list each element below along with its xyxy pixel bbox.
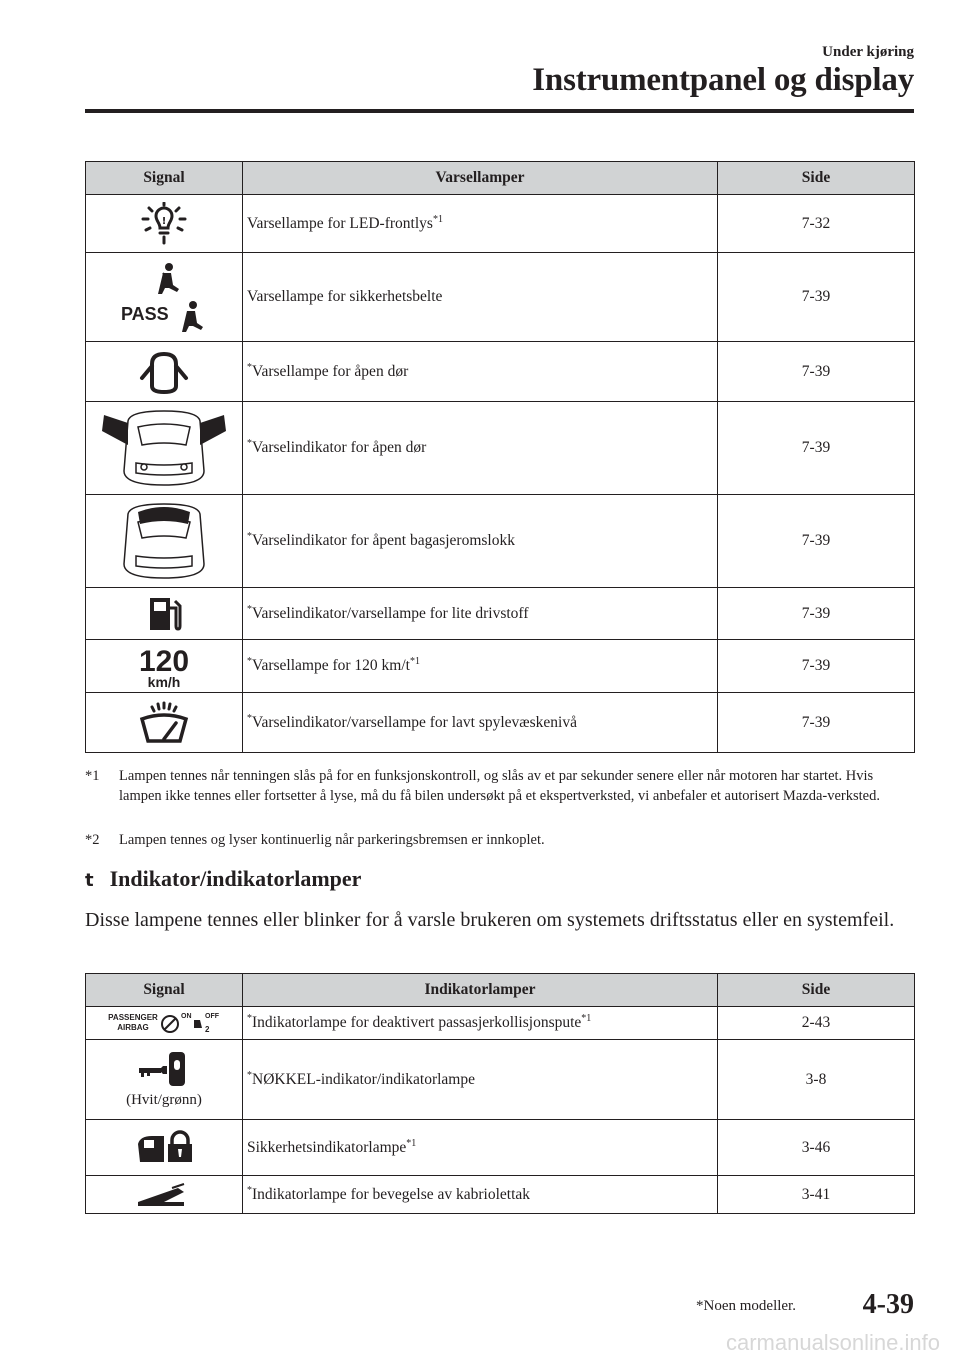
svg-text:AIRBAG: AIRBAG: [117, 1023, 149, 1032]
row-label: Sikkerhetsindikatorlampe: [247, 1138, 407, 1156]
passenger-airbag-off-icon: [108, 1010, 220, 1036]
indicator-lights-table: [85, 973, 915, 1214]
page-ref: 7-39: [718, 402, 915, 495]
page-ref: 7-39: [718, 495, 915, 588]
svg-text:120: 120: [138, 645, 190, 678]
svg-text:km/h: km/h: [147, 674, 181, 689]
row-label: NØKKEL-indikator/indikatorlampe: [252, 1070, 475, 1088]
door-open-warning-icon: [138, 348, 190, 396]
page-title: Instrumentpanel og display: [532, 62, 914, 98]
car-trunk-open-indicator-icon: [114, 500, 214, 582]
col-page: Side: [718, 162, 915, 195]
page-ref: 2-43: [718, 1007, 915, 1040]
section-label: Under kjøring: [822, 44, 914, 60]
row-label: Varselindikator for åpent bagasjeromslokk: [252, 532, 515, 549]
convertible-roof-icon: [134, 1182, 194, 1208]
key-indicator-icon: [137, 1050, 191, 1090]
col-signal: Signal: [86, 974, 243, 1007]
table-row: *Indikatorlampe for bevegelse av kabriolettak 3-41: [86, 1176, 915, 1214]
row-label: Varsellampe for sikkerhetsbelte: [247, 288, 443, 305]
row-label: Varsellampe for 120 km/t: [252, 657, 410, 674]
table-row: *Varselindikator for åpent bagasjeromslokk 7-39: [86, 495, 915, 588]
col-warning-lights: Varsellamper: [243, 162, 718, 195]
col-page: Side: [718, 974, 915, 1007]
page-ref: 3-46: [718, 1120, 915, 1176]
page-ref: 3-8: [718, 1040, 915, 1120]
svg-text:2: 2: [205, 1025, 210, 1034]
svg-text:PASSENGER: PASSENGER: [108, 1013, 158, 1022]
seatbelt-warning-icon: [119, 257, 209, 337]
fuel-pump-icon: [144, 594, 184, 634]
table-row: *Varselindikator for åpen dør 7-39: [86, 402, 915, 495]
row-label: Varsellampe for åpen dør: [252, 362, 409, 380]
table-row: *Varselindikator/varsellampe for lavt spylevæskenivå 7-39: [86, 693, 915, 753]
table-row: *Varselindikator/varsellampe for lite drivstoff 7-39: [86, 588, 915, 640]
table-row: [86, 253, 915, 342]
row-label: Indikatorlampe for bevegelse av kabriolettak: [252, 1185, 531, 1203]
footer-note: *Noen modeller.: [696, 1298, 796, 1314]
svg-text:!: !: [161, 215, 167, 227]
page-ref: 7-39: [718, 253, 915, 342]
table-row: *Varsellampe for åpen dør 7-39: [86, 342, 915, 402]
row-label: Varsellampe for LED-frontlys: [247, 214, 433, 232]
footnote-1: *1 Lampen tennes når tenningen slås på for en funksjonskontroll, og slås av et par sekunder senere eller når motoren har startet. Hvis lampen ikke tennes eller fortsetter å lyse, må du få bilen undersøkt på et ekspertverksted, vi anbefaler et autorisert Mazda-verksted.: [85, 768, 880, 804]
svg-text:PASS: PASS: [121, 304, 169, 324]
car-door-open-indicator-icon: [100, 407, 228, 489]
row-label: Varselindikator/varsellampe for lavt spylevæskenivå: [252, 713, 577, 731]
section-paragraph: Disse lampene tennes eller blinker for å varsle brukeren om systemets driftsstatus eller en systemfeil.: [85, 909, 895, 931]
page-number: 4-39: [862, 1289, 914, 1320]
row-label: Indikatorlampe for deaktivert passasjerkollisjonspute: [252, 1014, 582, 1031]
washer-fluid-icon: [138, 701, 190, 745]
table-row: 120 km/h *Varsellampe for 120 $km/t^{*1}$ 7-39: [86, 640, 915, 693]
header-rule: [85, 109, 914, 113]
page-ref: 7-39: [718, 693, 915, 753]
warning-lights-table: [85, 161, 915, 753]
col-signal: Signal: [86, 162, 243, 195]
row-label: Varselindikator for åpen dør: [252, 439, 427, 456]
speed-120-icon: [129, 643, 199, 689]
watermark: carmanualsonline.info: [725, 1330, 940, 1355]
table-row: Sikkerhetsindikatorlampe$^{*1}$ 3-46: [86, 1120, 915, 1176]
row-label: Varselindikator/varsellampe for lite drivstoff: [252, 604, 529, 622]
table-row: ! Varsellampe for LED-frontlys$^{*1}$ 7-32: [86, 195, 915, 253]
table-row: PASSENGER AIRBAG ON OFF 2 *Indikatorlampe for deaktivert passasjerkollisjonspute$^{*1}$ 2-43: [86, 1007, 915, 1040]
page-ref: 7-39: [718, 640, 915, 693]
table-row: (Hvit/grønn) *NØKKEL-indikator/indikatorlampe 3-8: [86, 1040, 915, 1120]
security-lock-icon: [134, 1130, 194, 1166]
svg-text:OFF: OFF: [205, 1013, 219, 1020]
col-indicator-lights: Indikatorlamper: [243, 974, 718, 1007]
svg-text:ON: ON: [181, 1013, 192, 1020]
page-ref: 3-41: [718, 1176, 915, 1214]
footnote-2: *2 Lampen tennes og lyser kontinuerlig når parkeringsbremsen er innkoplet.: [85, 832, 545, 848]
section-heading: t Indikator/indikatorlamper: [85, 866, 362, 891]
page-ref: 7-32: [718, 195, 915, 253]
led-headlight-warning-icon: [140, 202, 188, 246]
page-ref: 7-39: [718, 342, 915, 402]
page-ref: 7-39: [718, 588, 915, 640]
key-color-label: (Hvit/grønn): [126, 1092, 202, 1108]
